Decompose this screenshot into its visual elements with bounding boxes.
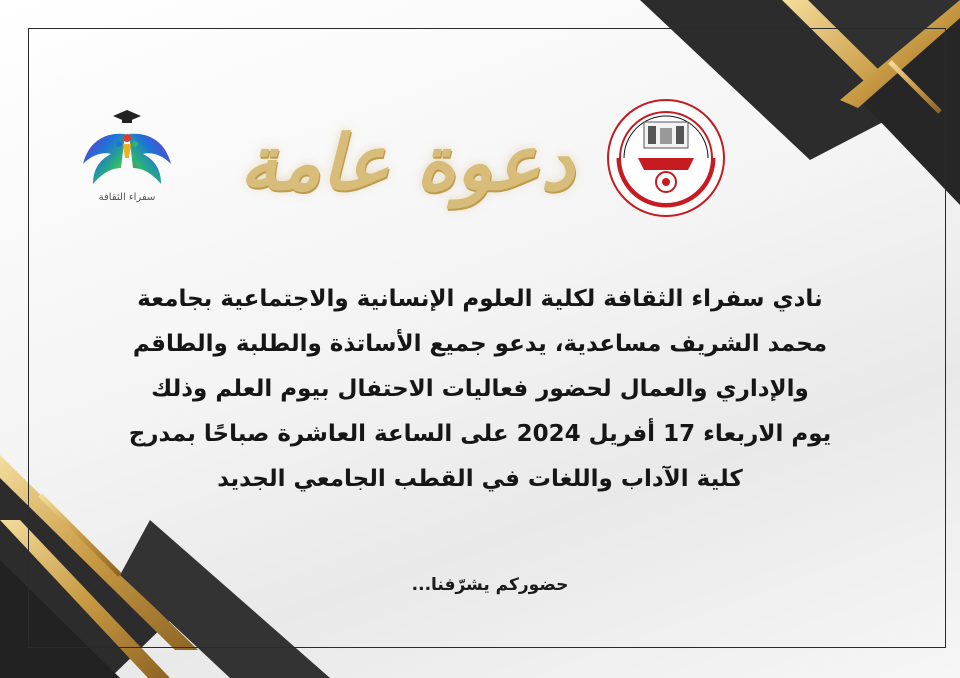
- logo-caption: سفراء الثقافة: [98, 192, 156, 203]
- body-line-4: يوم الاربعاء 17 أفريل 2024 على الساعة العاشرة صباحًا بمدرج: [128, 421, 832, 447]
- body-line-3: والإداري والعمال لحضور فعاليات الاحتفال بيوم العلم وذلك: [151, 376, 809, 402]
- body-line-2: محمد الشريف مساعدية، يدعو جميع الأساتذة والطلبة والطاقم: [132, 331, 828, 357]
- closing-line: حضوركم يشرّفنا...: [411, 575, 569, 595]
- invitation-body: [96, 277, 864, 502]
- wings-emblem-icon: [77, 104, 177, 196]
- culture-ambassadors-logo: [74, 104, 180, 216]
- body-line-1: نادي سفراء الثقافة لكلية العلوم الإنسانية والاجتماعية بجامعة: [137, 286, 823, 312]
- university-seal-icon: [604, 96, 728, 220]
- page-title: دعوة عامة: [239, 118, 575, 207]
- body-line-5: كلية الآداب واللغات في القطب الجامعي الجديد: [217, 466, 743, 492]
